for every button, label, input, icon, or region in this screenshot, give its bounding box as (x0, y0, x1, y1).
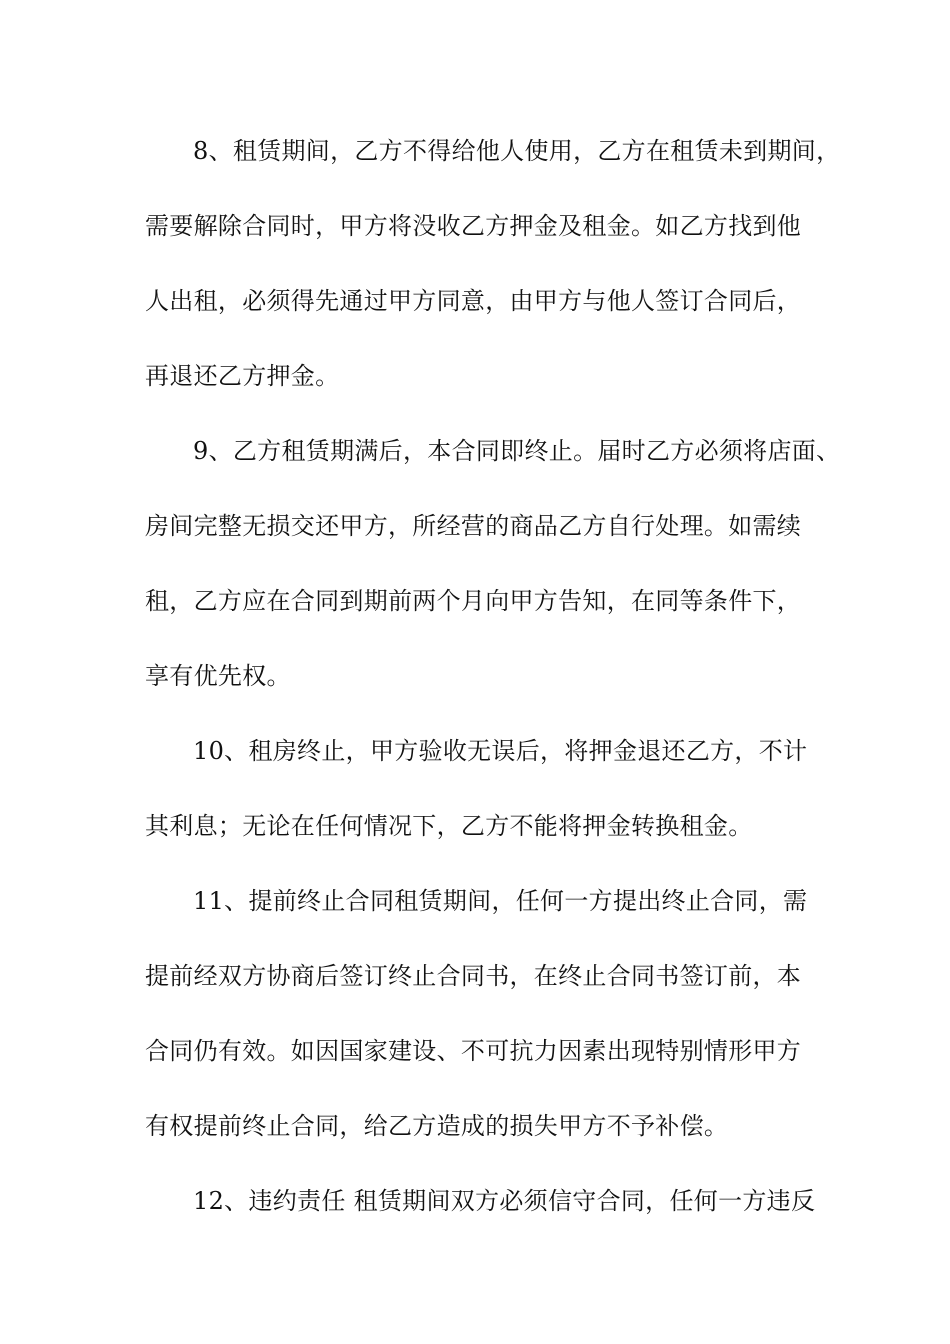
clause-9-line-2: 房间完整无损交还甲方，所经营的商品乙方自行处理。如需续 (145, 512, 802, 540)
clause-8-line-4: 再退还乙方押金。 (145, 362, 340, 390)
clause-8-line-1: 8、租赁期间，乙方不得给他人使用，乙方在租赁未到期间， (193, 137, 841, 165)
clause-11-line-4: 有权提前终止合同，给乙方造成的损失甲方不予补偿。 (145, 1112, 729, 1140)
clause-11-line-2: 提前经双方协商后签订终止合同书，在终止合同书签订前，本 (145, 962, 802, 990)
clause-12-line-1: 12、违约责任 租赁期间双方必须信守合同，任何一方违反 (193, 1187, 816, 1215)
clause-10-line-2: 其利息；无论在任何情况下，乙方不能将押金转换租金。 (145, 812, 753, 840)
clause-10-line-1: 10、租房终止，甲方验收无误后，将押金退还乙方，不计 (193, 737, 808, 765)
clause-8-line-3: 人出租，必须得先通过甲方同意，由甲方与他人签订合同后， (145, 287, 802, 315)
clause-9-line-3: 租，乙方应在合同到期前两个月向甲方告知，在同等条件下， (145, 587, 802, 615)
clause-8-line-2: 需要解除合同时，甲方将没收乙方押金及租金。如乙方找到他 (145, 212, 802, 240)
clause-9-line-1: 9、乙方租赁期满后，本合同即终止。届时乙方必须将店面、 (193, 437, 841, 465)
clause-11-line-1: 11、提前终止合同租赁期间，任何一方提出终止合同，需 (193, 887, 808, 915)
clause-11-line-3: 合同仍有效。如因国家建设、不可抗力因素出现特别情形甲方 (145, 1037, 802, 1065)
contract-text (145, 128, 841, 1253)
clause-9-line-4: 享有优先权。 (145, 662, 291, 690)
